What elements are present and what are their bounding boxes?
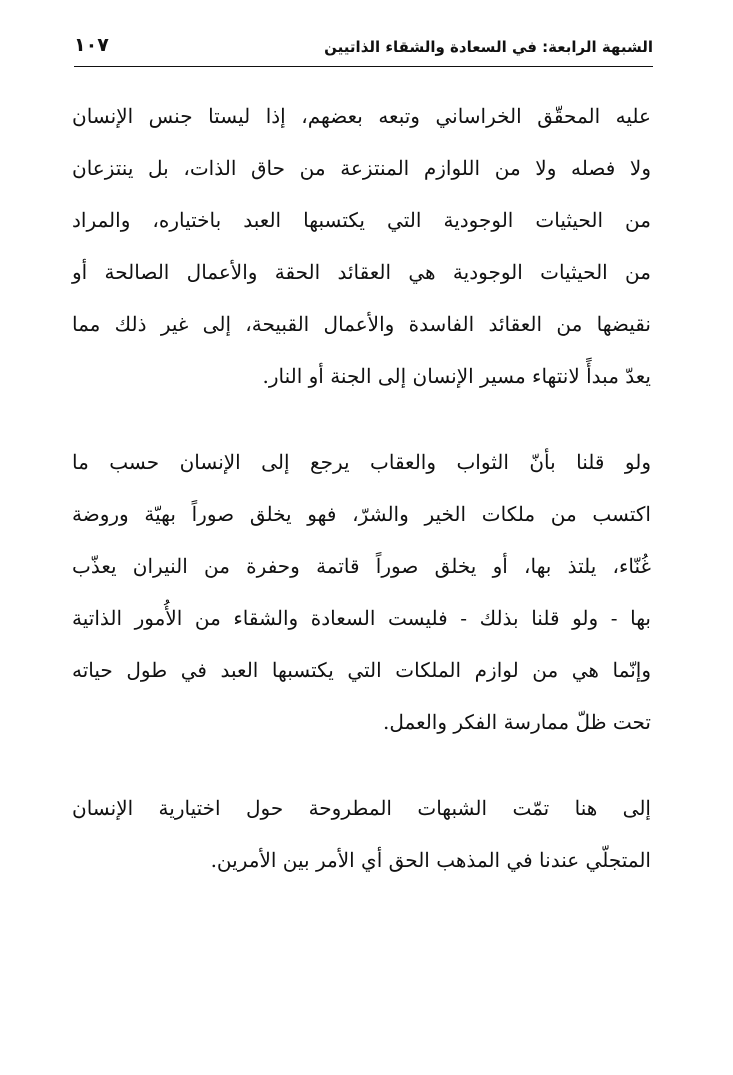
text-line: من الحيثيات الوجودية هي العقائد الحقة والأعمال الصالحة أو: [72, 260, 651, 284]
paragraph-2: [72, 436, 651, 748]
text-line: إلى هنا تمّت الشبهات المطروحة حول اختيارية الإنسان: [72, 796, 651, 820]
paragraph-1: [72, 90, 651, 402]
text-line: نقيضها من العقائد الفاسدة والأعمال القبيحة، إلى غير ذلك مما: [72, 312, 651, 336]
paragraph-3: [72, 782, 651, 886]
page-number: ١٠٧: [74, 34, 109, 56]
text-line: عليه المحقّق الخراساني وتبعه بعضهم، إذا ليستا جنس الإنسان: [72, 104, 651, 128]
running-header: [74, 34, 653, 64]
header-rule: [74, 66, 653, 67]
text-line: يعدّ مبدأً لانتهاء مسير الإنسان إلى الجنة أو النار.: [262, 364, 651, 388]
text-line: ولا فصله ولا من اللوازم المنتزعة من حاق الذات، بل ينتزعان: [72, 156, 651, 180]
text-line: المتجلّي عندنا في المذهب الحق أي الأمر بين الأمرين.: [210, 848, 651, 872]
chapter-running-title: الشبهة الرابعة: في السعادة والشقاء الذاتيين: [324, 38, 653, 56]
text-line: وإنّما هي من لوازم الملكات التي يكتسبها العبد في طول حياته: [72, 658, 651, 682]
text-line: اكتسب من ملكات الخير والشرّ، فهو يخلق صوراً بهيّة وروضة: [72, 502, 651, 526]
body-text: [72, 90, 651, 886]
text-line: غُنّاء، يلتذ بها، أو يخلق صوراً قاتمة وحفرة من النيران يعذّب: [72, 554, 651, 578]
paragraph-gap: [72, 402, 651, 436]
paragraph-gap: [72, 748, 651, 782]
text-line: من الحيثيات الوجودية التي يكتسبها العبد باختياره، والمراد: [72, 208, 651, 232]
text-line: تحت ظلّ ممارسة الفكر والعمل.: [383, 710, 651, 734]
text-line: بها - ولو قلنا بذلك - فليست السعادة والشقاء من الأُمور الذاتية: [72, 606, 651, 630]
text-line: ولو قلنا بأنّ الثواب والعقاب يرجع إلى الإنسان حسب ما: [72, 450, 651, 474]
